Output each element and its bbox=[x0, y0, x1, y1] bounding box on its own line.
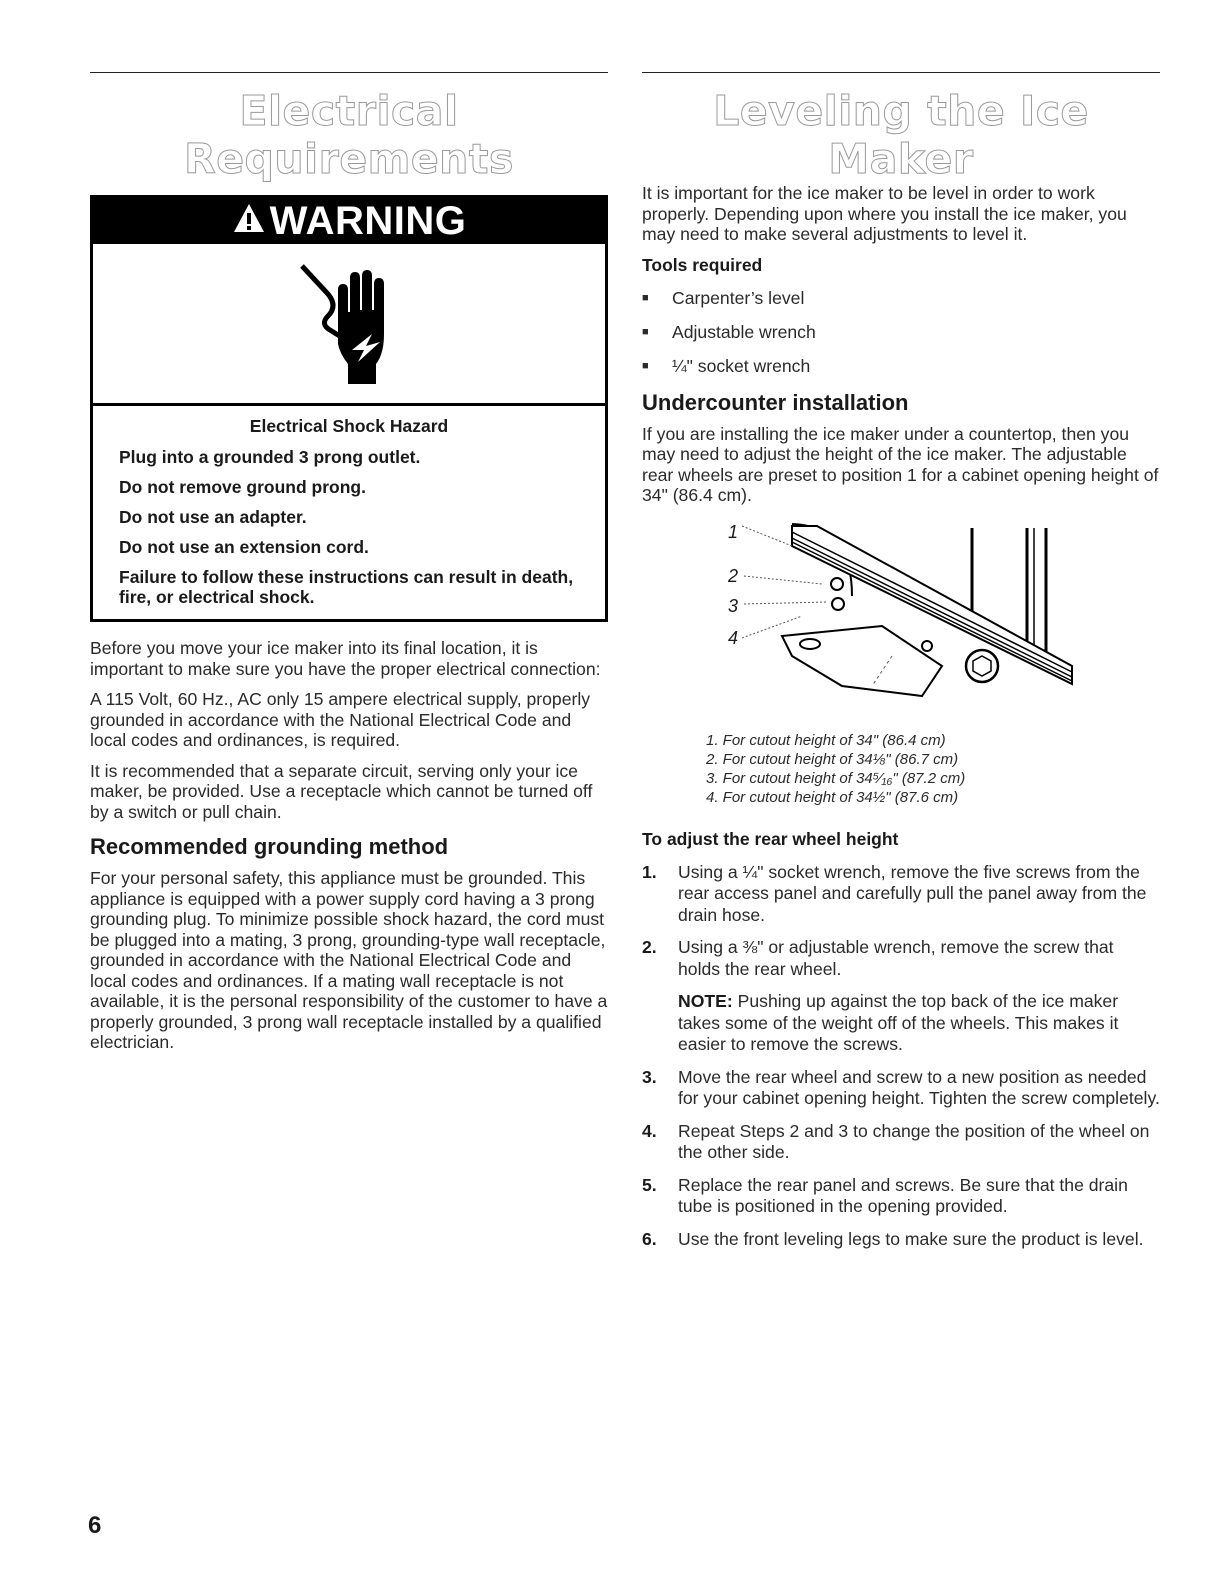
warning-box bbox=[90, 195, 608, 622]
steps-list bbox=[642, 1067, 1160, 1251]
grounding-paragraph: For your personal safety, this appliance must be grounded. This appliance is equipped with a power supply cord having a 3 prong grounding plug. To minimize possible shock hazard, the cord must be plugged into a mating, 3 prong, grounding-type wall receptacle, grounded in accordance with the National Electrical Code and local codes and ordinances. If a mating wall receptacle is not available, it is the personal responsibility of the customer to have a properly grounded, 3 prong wall receptacle installed by a qualified electrician. bbox=[90, 868, 608, 1052]
bullet-icon: ■ bbox=[642, 359, 649, 372]
steps-list bbox=[642, 862, 1160, 981]
warning-line: Plug into a grounded 3 prong outlet. bbox=[119, 447, 421, 467]
list-item bbox=[642, 1121, 1160, 1164]
step-text: Replace the rear panel and screws. Be sure that the drain tube is positioned in the opening provided. bbox=[678, 1174, 1128, 1216]
step-text: Using a ⅜" or adjustable wrench, remove the screw that holds the rear wheel. bbox=[678, 937, 1114, 979]
figure-label: 4 bbox=[728, 627, 739, 648]
note-text: Pushing up against the top back of the ice maker takes some of the weight off of the wheels. This makes it easier to remove the screws. bbox=[678, 991, 1119, 1054]
paragraph: A 115 Volt, 60 Hz., AC only 15 ampere electrical supply, properly grounded in accordance with the National Electrical Code and local codes and ordinances, is required. bbox=[90, 689, 591, 750]
shock-hazard-hand-icon bbox=[93, 244, 605, 406]
page-number: 6 bbox=[88, 1512, 102, 1539]
figure-captions bbox=[706, 731, 1160, 807]
warning-body bbox=[93, 406, 605, 619]
caption: 2. For cutout height of 34⅛" (86.7 cm) bbox=[706, 750, 959, 768]
warning-triangle-icon bbox=[232, 199, 266, 244]
note bbox=[678, 991, 1160, 1056]
tool-label: Adjustable wrench bbox=[672, 321, 816, 342]
step-number: 1. bbox=[642, 861, 657, 882]
list-item bbox=[642, 862, 1160, 927]
warning-line: Failure to follow these instructions can result in death, fire, or electrical shock. bbox=[119, 567, 574, 607]
section-title-leveling: Leveling the Ice Maker bbox=[713, 87, 1089, 183]
list-item bbox=[642, 937, 1160, 980]
warning-header bbox=[93, 198, 605, 244]
intro-paragraph: It is important for the ice maker to be level in order to work properly. Depending upon where you install the ice maker, you may need to make several adjustments to level it. bbox=[642, 183, 1127, 244]
figure-label: 1 bbox=[728, 521, 739, 542]
caption: 4. For cutout height of 34½" (87.6 cm) bbox=[706, 788, 959, 806]
caption: 1. For cutout height of 34" (86.4 cm) bbox=[706, 731, 946, 749]
tools-list bbox=[642, 288, 1160, 376]
list-item bbox=[642, 288, 1160, 308]
undercounter-heading: Undercounter installation bbox=[642, 389, 909, 415]
list-item bbox=[642, 1229, 1160, 1251]
left-column bbox=[90, 72, 608, 1063]
top-rule bbox=[90, 72, 608, 73]
list-item bbox=[642, 322, 1160, 342]
list-item bbox=[642, 1067, 1160, 1110]
rear-wheel-diagram bbox=[642, 516, 1160, 731]
step-number: 3. bbox=[642, 1066, 657, 1087]
paragraph: It is recommended that a separate circuit, serving only your ice maker, be provided. Use a receptacle which cannot be turned off by a switch or pull chain. bbox=[90, 760, 593, 822]
step-text: Use the front leveling legs to make sure the product is level. bbox=[678, 1228, 1144, 1249]
step-text: Repeat Steps 2 and 3 to change the position of the wheel on the other side. bbox=[678, 1120, 1150, 1162]
bullet-icon: ■ bbox=[642, 291, 649, 304]
list-item bbox=[642, 356, 1160, 376]
tool-label: Carpenter’s level bbox=[672, 287, 805, 308]
grounding-heading: Recommended grounding method bbox=[90, 834, 449, 859]
warning-line: Do not remove ground prong. bbox=[119, 477, 366, 497]
section-title-electrical: Electrical Requirements bbox=[184, 87, 514, 183]
note-label: NOTE: bbox=[678, 991, 733, 1011]
tool-label: ¼" socket wrench bbox=[672, 355, 811, 376]
list-item bbox=[642, 1175, 1160, 1218]
paragraph: Before you move your ice maker into its final location, it is important to make sure you have the proper electrical connection: bbox=[90, 638, 601, 679]
caption: 3. For cutout height of 34⁵⁄₁₆" (87.2 cm) bbox=[706, 769, 966, 787]
tools-heading: Tools required bbox=[642, 254, 763, 275]
right-column bbox=[642, 72, 1160, 1261]
adjust-heading: To adjust the rear wheel height bbox=[642, 828, 899, 849]
step-number: 2. bbox=[642, 937, 657, 957]
step-number: 5. bbox=[642, 1174, 657, 1195]
undercounter-paragraph: If you are installing the ice maker under a countertop, then you may need to adjust the height of the ice maker. The adjustable rear wheels are preset to position 1 for a cabinet opening height of 34" (86.4 cm). bbox=[642, 423, 1159, 505]
step-number: 6. bbox=[642, 1228, 657, 1249]
figure-label: 2 bbox=[728, 565, 739, 586]
warning-header-label: WARNING bbox=[269, 198, 467, 243]
warning-line: Do not use an extension cord. bbox=[119, 537, 369, 557]
warning-line: Do not use an adapter. bbox=[119, 507, 307, 527]
step-number: 4. bbox=[642, 1120, 657, 1141]
bullet-icon: ■ bbox=[642, 325, 649, 338]
hazard-title: Electrical Shock Hazard bbox=[249, 416, 449, 436]
step-text: Using a ¼" socket wrench, remove the five screws from the rear access panel and carefully pull the panel away from the drain hose. bbox=[678, 861, 1147, 925]
step-text: Move the rear wheel and screw to a new position as needed for your cabinet opening height. Tighten the screw completely. bbox=[678, 1066, 1160, 1108]
top-rule bbox=[642, 72, 1160, 73]
figure-label: 3 bbox=[728, 595, 739, 616]
